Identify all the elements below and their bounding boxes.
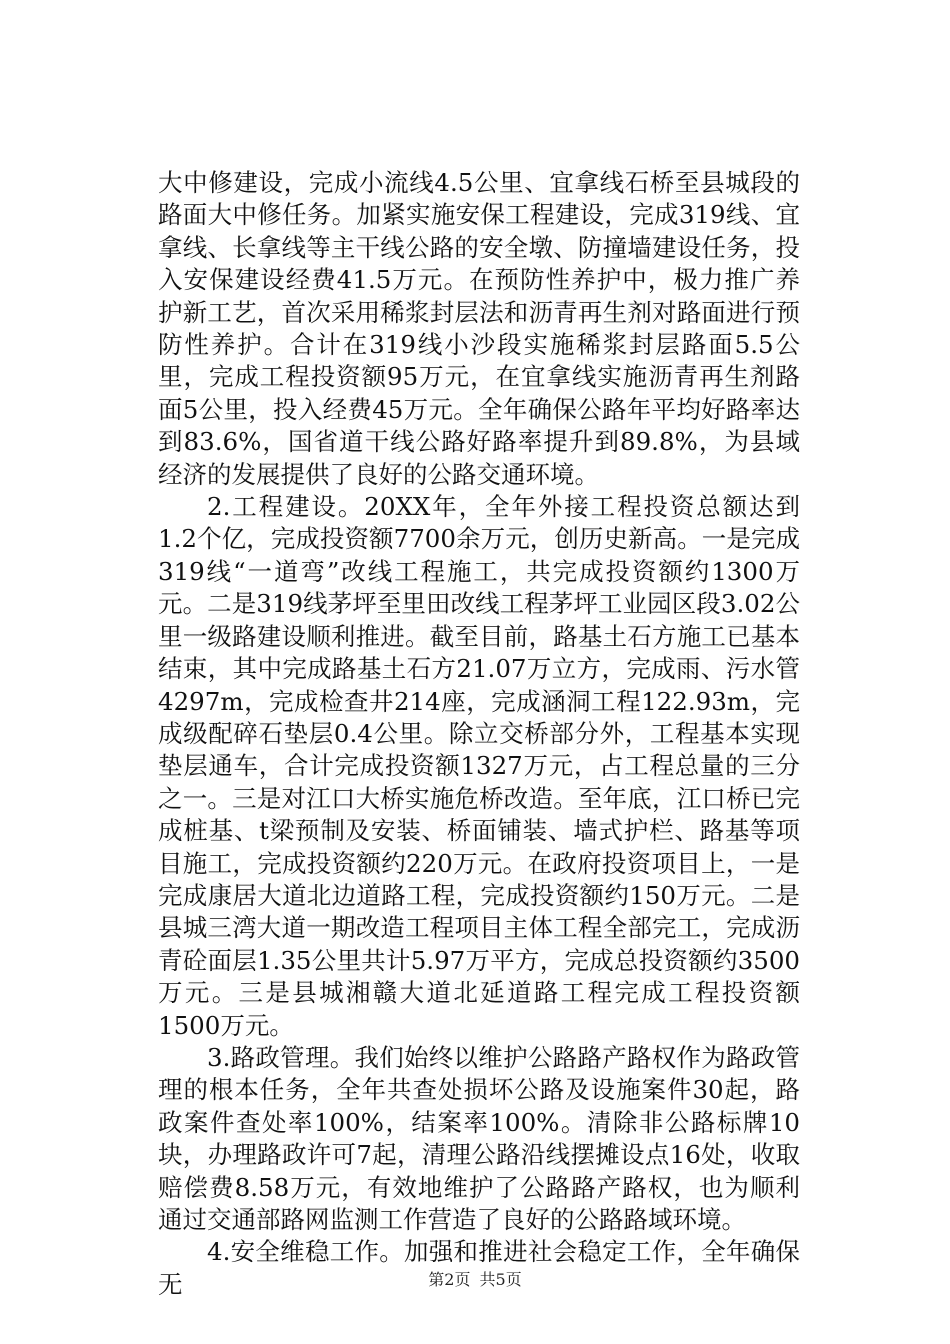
paragraph-engineering-construction: 2.工程建设。20XX年，全年外接工程投资总额达到1.2个亿，完成投资额7700余万元，创历史新高。一是完成319线“一道弯”改线工程施工，共完成投资额约1300万元。二是319线茅坪至里田改线工程茅坪工业园区段3.02公里一级路建设顺利推进。截至目前，路基土石方施工已基本结束，其中完成路基土石方21.07万立方，完成雨、污水管4297m，完成检查井214座，完成涵洞工程122.93m，完成级配碎石垫层0.4公里。除立交桥部分外，工程基本实现垫层通车，合计完成投资额1327万元，占工程总量的三分之一。三是对江口大桥实施危桥改造。至年底，江口桥已完成桩基、t梁预制及安装、桥面铺装、墙式护栏、路基等项目施工，完成投资额约220万元。在政府投资项目上，一是完成康居大道北边道路工程，完成投资额约150万元。二是县城三湾大道一期改造工程项目主体工程全部完工，完成沥青砼面层1.35公里共计5.97万平方，完成总投资额约3500万元。三是县城湘赣大道北延道路工程完成工程投资额1500万元。 (158, 492, 800, 1040)
paragraph-road-administration: 3.路政管理。我们始终以维护公路路产路权作为路政管理的根本任务，全年共查处损坏公路及设施案件30起，路政案件查处率100%，结案率100%。清除非公路标牌10块，办理路政许可7起，清理公路沿线摆摊设点16处，收取赔偿费8.58万元，有效地维护了公路路产路权，也为顺利通过交通部路网监测工作营造了良好的公路路域环境。 (158, 1042, 800, 1234)
paragraph-safety-stability: 4.安全维稳工作。加强和推进社会稳定工作，全年确保无 (158, 1237, 800, 1299)
page-footer (0, 1267, 950, 1290)
document-body (158, 167, 800, 1301)
page-number: 第2页 (428, 1270, 471, 1289)
paragraph-road-maintenance: 大中修建设，完成小流线4.5公里、宜拿线石桥至县城段的路面大中修任务。加紧实施安保工程建设，完成319线、宜拿线、长拿线等主干线公路的安全墩、防撞墙建设任务，投入安保建设经费41.5万元。在预防性养护中，极力推广养护新工艺，首次采用稀浆封层法和沥青再生剂对路面进行预防性养护。合计在319线小沙段实施稀浆封层路面5.5公里，完成工程投资额95万元，在宜拿线实施沥青再生剂路面5公里，投入经费45万元。全年确保公路年平均好路率达到83.6%，国省道干线公路好路率提升到89.8%，为县域经济的发展提供了良好的公路交通环境。 (158, 168, 800, 489)
page-total: 共5页 (479, 1270, 522, 1289)
